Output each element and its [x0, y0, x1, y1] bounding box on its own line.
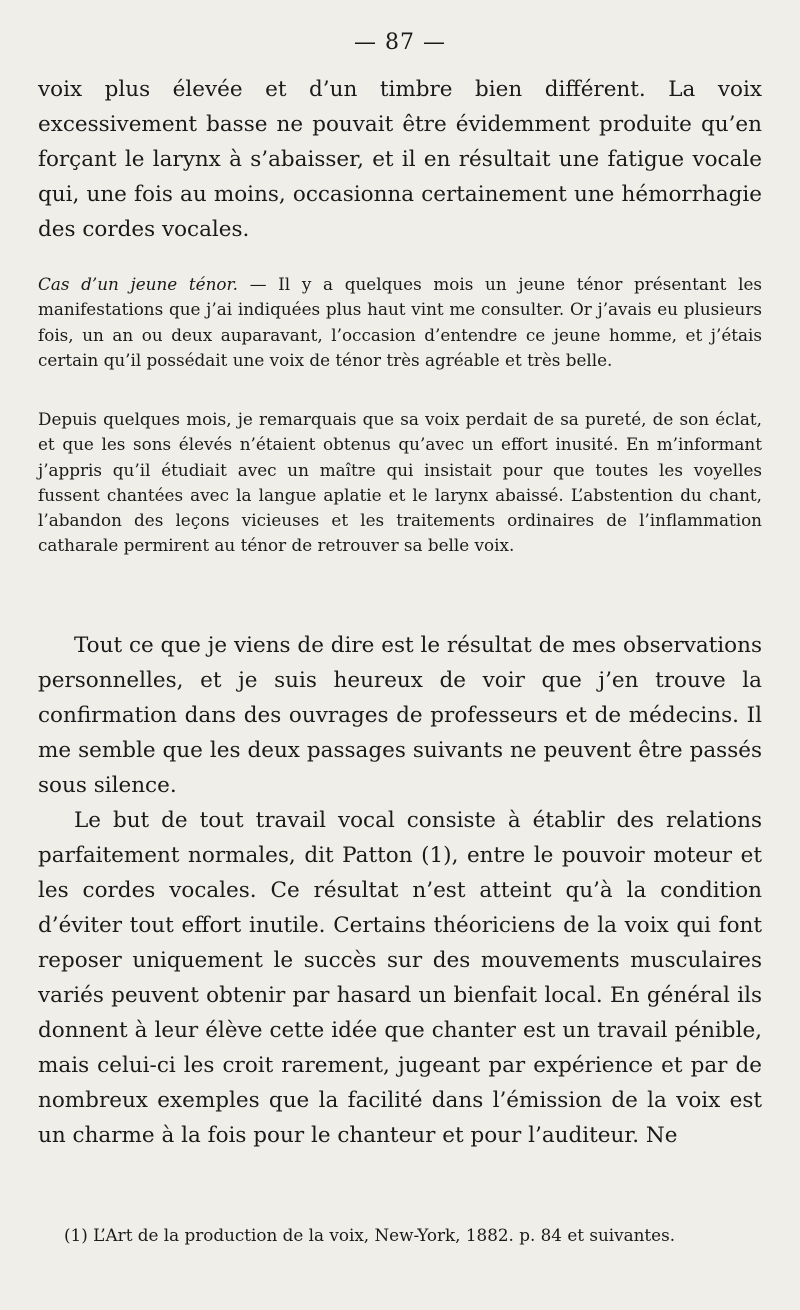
case-text: — Il y a quelques mois un jeune ténor présentant les manifestations que j’ai indiquées plus haut vint me consulter. Or j’avais eu plusieurs fois, un an ou deux auparavant, l’occasion d’entendre ce jeune homme, et j’étais certain qu’il possédait une voix de ténor très agréable et très belle. [38, 274, 762, 370]
paragraph-continuation: voix plus élevée et d’un timbre bien différent. La voix excessivement basse ne pouvait être évidemment produite qu’en forçant le larynx à s’abaisser, et il en résultait une fatigue vocale qui, une fois au moins, occasionna certainement une hémorrhagie des cordes vocales. [38, 77, 762, 242]
paragraph-patton-quote: Le but de tout travail vocal consiste à établir des relations parfaitement normales, dit Patton (1), entre le pouvoir moteur et les cordes vocales. Ce résultat n’est atteint qu’à la condition d’éviter tout effort inutile. Certains théoriciens de la voix qui font reposer uniquement le succès sur des mouvements musculaires variés peuvent obtenir par hasard un bienfait local. En général ils donnent à leur élève cette idée que chanter est un travail pénible, mais celui-ci les croit rarement, jugeant par expérience et par de nombreux exemples que la facilité dans l’émission de la voix est un charme à la fois pour le chanteur et pour l’auditeur. Ne [38, 808, 762, 1148]
page-number: — 87 — [354, 30, 446, 55]
paragraph-observations: Tout ce que je viens de dire est le résultat de mes observations personnelles, et je suis heureux de voir que j’en trouve la confirmation dans des ouvrages de professeurs et de médecins. Il me semble que les deux passages suivants ne peuvent être passés sous silence. [38, 633, 762, 798]
case-paragraph [38, 272, 762, 373]
footnote: (1) L’Art de la production de la voix, New-York, 1882. p. 84 et suivantes. [64, 1225, 676, 1245]
case-title: Cas d’un jeune ténor. [38, 274, 239, 294]
case-paragraph-2: Depuis quelques mois, je remarquais que sa voix perdait de sa pureté, de son éclat, et que les sons élevés n’étaient obtenus qu’avec un effort inusité. En m’informant j’appris qu’il étudiait avec un maître qui insistait pour que toutes les voyelles fussent chantées avec la langue aplatie et le larynx abaissé. L’abstention du chant, l’abandon des leçons vicieuses et les traitements ordinaires de l’inflammation catharale permirent au ténor de retrouver sa belle voix. [38, 409, 762, 556]
